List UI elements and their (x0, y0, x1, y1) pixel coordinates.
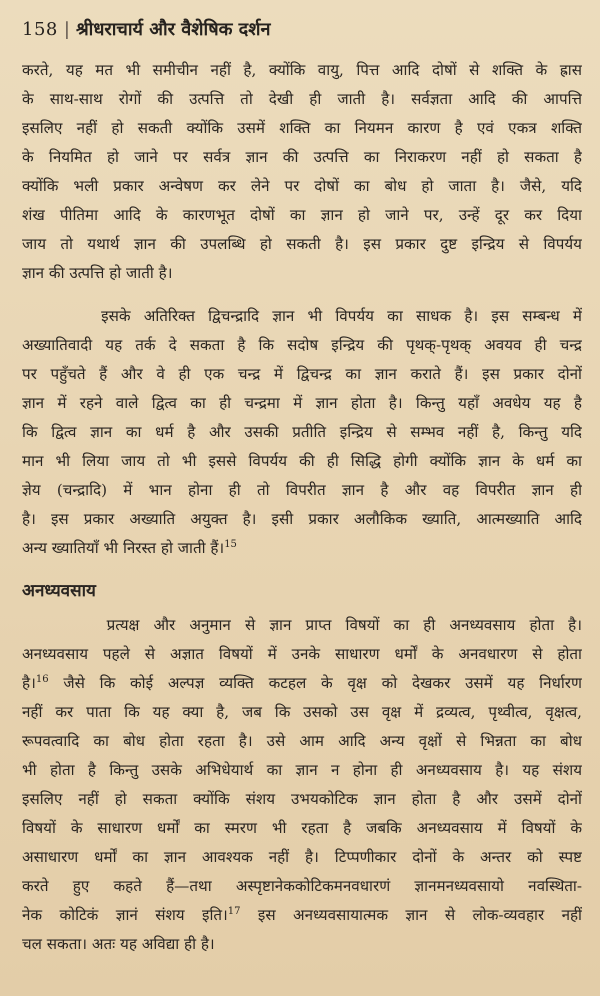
text-fragment: है। (22, 674, 36, 692)
text-line: शंख पीतिमा आदि के कारणभूत दोषों का ज्ञान हो जाने पर, उन्हें दूर कर दिया (22, 206, 582, 224)
text-fragment: नेक कोटिकं ज्ञानं संशय इति। (22, 906, 228, 924)
text-line-with-footnote (22, 534, 582, 563)
text-line: करते, यह मत भी समीचीन नहीं है, क्योंकि वायु, पित्त आदि दोषों से शक्ति के ह्रास (22, 61, 582, 79)
page-number: 158 (22, 19, 58, 40)
footnote-marker-15: 15 (224, 538, 237, 550)
running-header (22, 18, 582, 42)
text-line: कि द्वित्व ज्ञान का धर्म है और उसकी प्रतीति इन्द्रिय से सम्भव नहीं है, किन्तु यदि (22, 423, 582, 441)
text-line: विषयों के साधारण धर्मों का स्मरण भी रहता है जबकि अनध्यवसाय में विषयों के (22, 819, 582, 837)
text-line: के नियमित हो जाने पर सर्वत्र ज्ञान की उत्पत्ति का निराकरण नहीं हो सकता है (22, 148, 582, 166)
footnote-marker-17: 17 (227, 905, 241, 917)
text-line: इसलिए नहीं हो सकती क्योंकि उसमें शक्ति का नियमन कारण है एवं एकत्र शक्ति (22, 119, 582, 137)
text-line: रूपवत्वादि का बोध होता रहता है। उसे आम आदि अन्य वृक्षों से भिन्नता का बोध (22, 732, 582, 750)
text-line: के साथ-साथ रोगों की उत्पत्ति तो देखी ही जाती है। सर्वज्ञता आदि की आपत्ति (22, 90, 582, 108)
text-line: मान भी लिया जाय तो भी इससे विपर्यय की ही सिद्धि होगी क्योंकि ज्ञान के धर्म का (22, 452, 582, 470)
text-line: नहीं कर पाता कि यह क्या है, जब कि उसको उस वृक्ष में द्रव्यत्व, पृथ्वीत्व, वृक्षत्व, (22, 703, 582, 721)
paragraph-2 (22, 302, 582, 563)
text-line: करते हुए कहते हैं—तथा अस्पृष्टानेककोटिकमनवधारणं ज्ञानमनध्यवसायो नवस्थिता- (22, 877, 582, 895)
text-line: पर पहुँचते हैं और वे ही एक चन्द्र में द्विचन्द्र का ज्ञान कराते हैं। इस प्रकार दोनों (22, 365, 582, 383)
paragraph-1 (22, 56, 582, 288)
text-line-with-footnote (22, 669, 582, 698)
running-title: श्रीधराचार्य और वैशेषिक दर्शन (75, 19, 271, 40)
text-fragment: इस अनध्यवसायात्मक ज्ञान से लोक-व्यवहार नहीं (240, 906, 582, 924)
text-line: ज्ञान में रहने वाले द्वित्व का ही चन्द्रमा में ज्ञान होता है। किन्तु यहाँ अवधेय यह है (22, 394, 582, 412)
text-line: प्रत्यक्ष और अनुमान से ज्ञान प्राप्त विषयों का ही अनध्यवसाय होता है। (22, 616, 582, 634)
text-line: क्योंकि भली प्रकार अन्वेषण कर लेने पर दोषों का बोध हो जाता है। जैसे, यदि (22, 177, 582, 195)
footnote-marker-16: 16 (35, 673, 49, 685)
text-line: ज्ञान की उत्पत्ति हो जाती है। (22, 264, 173, 282)
text-fragment: अन्य ख्यातियाँ भी निरस्त हो जाती हैं। (22, 539, 225, 557)
text-line: अख्यातिवादी यह तर्क दे सकता है कि सदोष इन्द्रिय की पृथक्-पृथक् अवयव ही चन्द्र (22, 336, 582, 354)
text-line: इसलिए नहीं हो सकता क्योंकि संशय उभयकोटिक ज्ञान होता है और उसमें दोनों (22, 790, 582, 808)
text-line: जाय तो यथार्थ ज्ञान की उपलब्धि हो सकती है। इस प्रकार दुष्ट इन्द्रिय से विपर्यय (22, 235, 582, 253)
section-heading: अनध्यवसाय (22, 581, 96, 601)
text-line-with-footnote (22, 901, 582, 930)
text-line: चल सकता। अतः यह अविद्या ही है। (22, 935, 215, 953)
text-line: है। इस प्रकार अख्याति अयुक्त है। इसी प्रकार अलौकिक ख्याति, आत्मख्याति आदि (22, 510, 582, 528)
text-line: भी होता है किन्तु उसके अभिधेयार्थ का ज्ञान न होना ही अनध्यवसाय है। यह संशय (22, 761, 582, 779)
text-line: इसके अतिरिक्त द्विचन्द्रादि ज्ञान भी विपर्यय का साधक है। इस सम्बन्ध में (22, 307, 582, 325)
header-separator: | (63, 19, 70, 40)
text-line: अनध्यवसाय पहले से अज्ञात विषयों में उनके साधारण धर्मों के अनवधारण से होता (22, 645, 582, 663)
text-fragment: जैसे कि कोई अल्पज्ञ व्यक्ति कटहल के वृक्ष को देखकर उसमें यह निर्धारण (48, 674, 582, 692)
paragraph-3 (22, 611, 582, 959)
text-line: असाधारण धर्मों का ज्ञान आवश्यक नहीं है। टिप्पणीकार दोनों के अन्तर को स्पष्ट (22, 848, 582, 866)
text-line: ज्ञेय (चन्द्रादि) में भान होना ही तो विपरीत ज्ञान है और वह विपरीत ज्ञान ही (22, 481, 582, 499)
